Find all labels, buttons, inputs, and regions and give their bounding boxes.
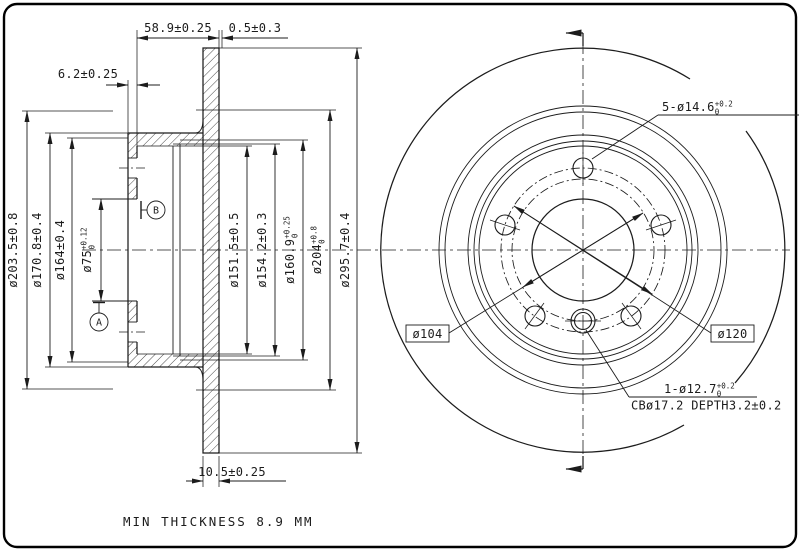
dim-offset-label: 0.5±0.3	[228, 21, 282, 35]
datum-a	[90, 303, 108, 332]
dim-flange-thickness-label: 6.2±0.25	[57, 67, 119, 81]
datum-b-label: B	[152, 205, 160, 217]
counterbore-label: CBø17.2 DEPTH3.2±0.2	[631, 398, 782, 413]
dim-spigot-od-label: ø164±0.4	[53, 219, 67, 281]
min-thickness-note: MIN THICKNESS 8.9 MM	[123, 514, 314, 529]
section-view	[6, 21, 362, 487]
section-outline	[92, 48, 219, 453]
hatched-material	[128, 48, 219, 453]
set-screw-callout-label: $1-ø12.7^{+0.2}$ 0	[664, 381, 735, 399]
bolt-hole	[525, 306, 545, 326]
dimension-lines	[27, 38, 357, 481]
dim-drum-inner-3-label: $ø160.9^{+0.25}0$	[282, 216, 300, 284]
pcd-120-callout	[711, 325, 754, 342]
pcd-104-callout	[406, 325, 449, 342]
dim-drum-inner-2-label: ø154.2±0.3	[255, 212, 269, 288]
front-view	[79, 33, 799, 469]
dim-center-bore-label: $ø75^{+0.12}0$	[79, 227, 97, 273]
bolt-hole	[621, 306, 641, 326]
dim-overall-height-label: 58.9±0.25	[144, 21, 212, 35]
dim-drum-diameter-label: $ø204^{+0.8}0$	[309, 225, 327, 275]
dim-hat-od-label: ø170.8±0.4	[30, 212, 44, 288]
datum-a-label: A	[95, 317, 103, 329]
section-cut-marks	[566, 33, 583, 469]
bolt-hole-callout-label: $5-ø14.6^{+0.2}$ 0	[662, 99, 733, 117]
dim-outer-diameter-label: ø295.7±0.4	[338, 212, 352, 288]
datum-b	[141, 201, 165, 219]
dim-drum-inner-1-label: ø151.5±0.5	[227, 212, 241, 288]
outer-diameter-arc-right	[735, 131, 785, 383]
dim-plate-thickness-label: 10.5±0.25	[198, 465, 266, 479]
bolt-hole-callout	[592, 100, 799, 160]
pcd-104-label: ø104	[412, 327, 443, 341]
dim-hub-flange-od-label: ø203.5±0.8	[6, 212, 20, 288]
pcd-120-label: ø120	[717, 327, 748, 341]
